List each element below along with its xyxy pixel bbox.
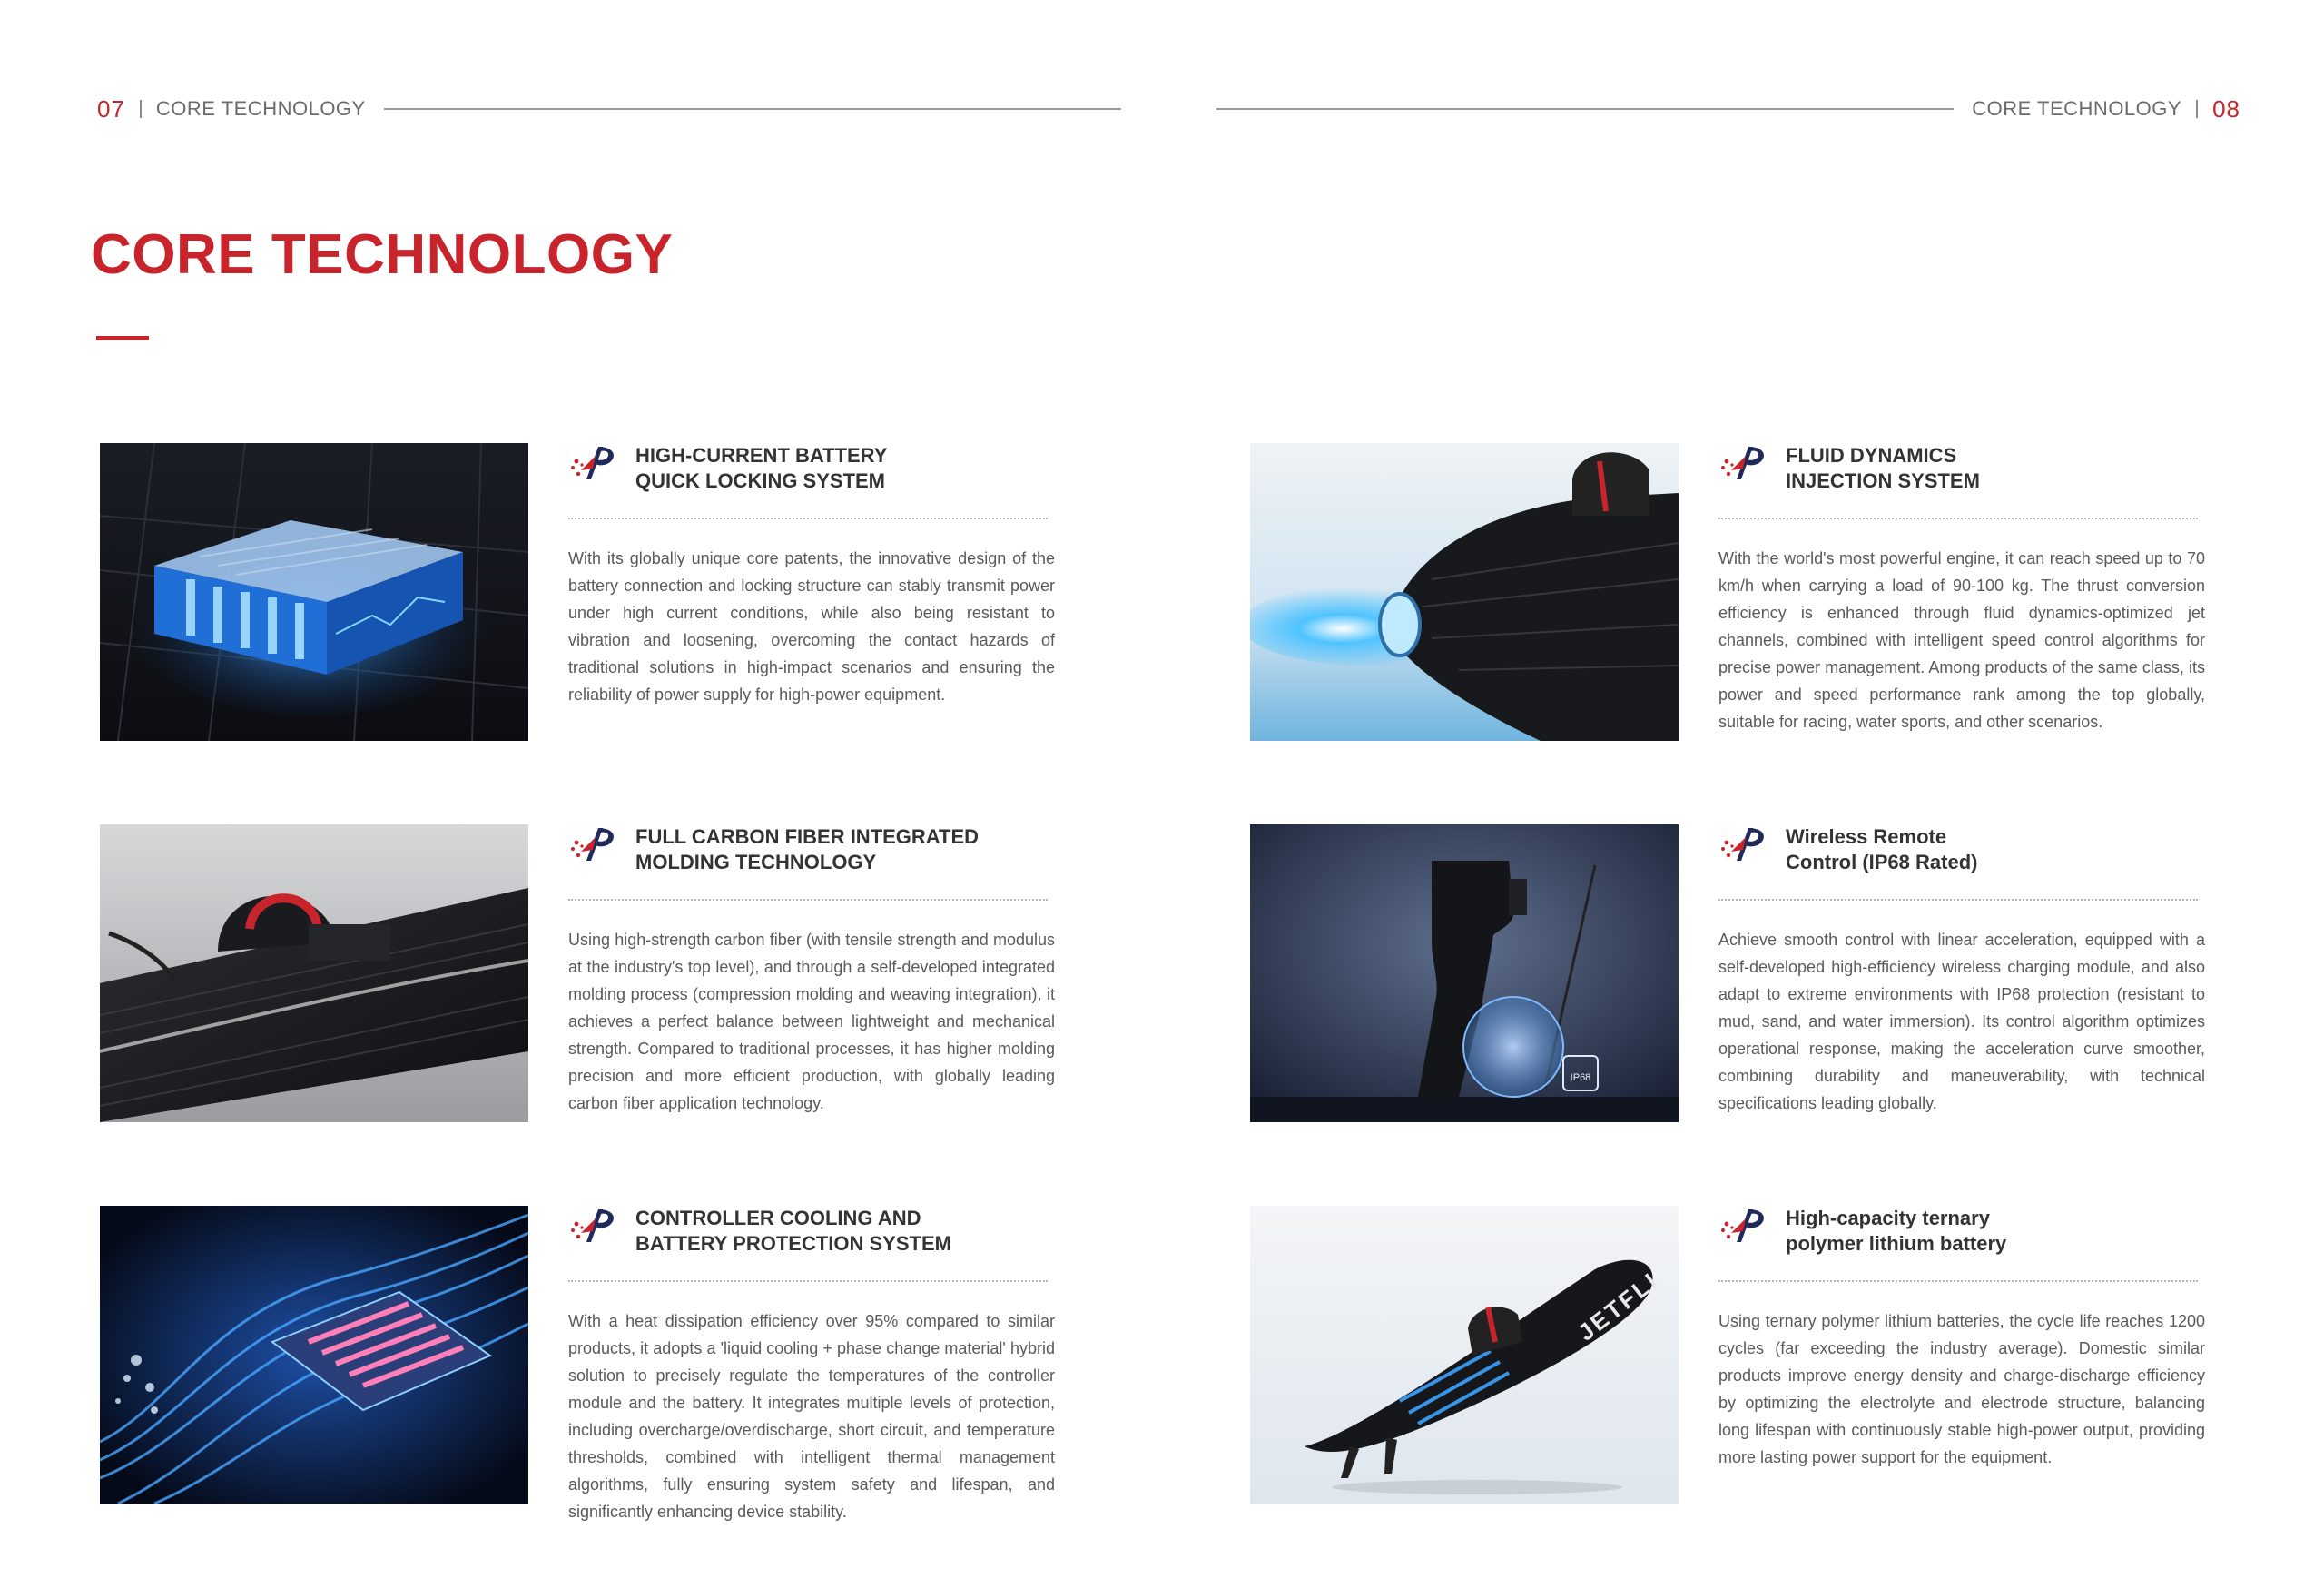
- page-header: [1216, 91, 2240, 127]
- dotted-divider: [568, 899, 1048, 901]
- feature-text: [568, 824, 1059, 1117]
- feature-fluid-dynamics: [1250, 443, 2294, 743]
- header-separator: [2196, 100, 2198, 118]
- feature-heading: High-capacity ternary polymer lithium battery: [1786, 1207, 2007, 1255]
- feature-text: [1718, 1206, 2209, 1471]
- jet-engine-image: [1250, 443, 1679, 741]
- page-number: 07: [97, 94, 125, 123]
- remote-control-image: [1250, 824, 1679, 1122]
- flying-board-image: [1250, 1206, 1679, 1504]
- brand-logo-icon: [568, 1206, 619, 1246]
- header-label: CORE TECHNOLOGY: [1972, 97, 2182, 120]
- brand-logo-icon: [1718, 824, 1769, 864]
- page-title: CORE TECHNOLOGY: [91, 223, 674, 286]
- feature-text: [1718, 824, 2209, 1117]
- battery-chip-image: [100, 443, 528, 741]
- right-page: [1162, 0, 2324, 1588]
- feature-body: With its globally unique core patents, the innovative design of the battery connection and locking structure can stably transmit power under high current conditions, while also being resistant to vibration and loosening, overcoming the contact hazards of traditional solutions in high-impact scenarios and ensuring the reliability of power supply for high-power equipment.: [568, 549, 1055, 704]
- feature-body: With a heat dissipation efficiency over 95% compared to similar products, it adopts a 'liquid cooling + phase change material' hybrid solution to precisely regulate the temperatures of the controller module and the battery. It integrates multiple levels of protection, including overcharge/overdischarge, short circuit, and temperature thresholds, combined with intelligent thermal management algorithms, fully ensuring system safety and lifespan, and significantly enhancing device stability.: [568, 1312, 1055, 1521]
- brand-logo-icon: [568, 443, 619, 483]
- feature-body: Using ternary polymer lithium batteries, the cycle life reaches 1200 cycles (far exceeding the industry average). Domestic similar products improve energy density and charge-discharge efficiency by optimizing the electrolyte and electrode structure, balancing long lifespan with continuously stable high-power output, providing more lasting power support for the equipment.: [1718, 1312, 2205, 1466]
- feature-battery-locking: [100, 443, 1144, 743]
- page-header: [97, 91, 1121, 127]
- feature-lithium-battery: [1250, 1206, 2294, 1505]
- feature-heading: FULL CARBON FIBER INTEGRATED MOLDING TECHNOLOGY: [635, 825, 980, 873]
- feature-body: Using high-strength carbon fiber (with tensile strength and modulus at the industry's top level), and through a self-developed integrated molding process (compression molding and weaving integration), it achieves a perfect balance between lightweight and mechanical strength. Compared to traditional processes, it has higher molding precision and more efficient production, with globally leading carbon fiber application technology.: [568, 931, 1055, 1112]
- dotted-divider: [568, 518, 1048, 519]
- feature-heading: FLUID DYNAMICS INJECTION SYSTEM: [1786, 444, 1980, 492]
- dotted-divider: [1718, 518, 2198, 519]
- feature-body: Achieve smooth control with linear acceleration, equipped with a self-developed high-efficiency wireless charging module, and also adapt to extreme environments with IP68 protection (resistant to mud, sand, and water immersion). Its control algorithm optimizes operational response, making the acceleration curve smoother, combining durability and maneuverability, with technical specifications leading globally.: [1718, 931, 2205, 1112]
- page-number: 08: [2212, 94, 2240, 123]
- carbon-board-image: [100, 824, 528, 1122]
- feature-carbon-fiber: [100, 824, 1144, 1124]
- feature-wireless-remote: [1250, 824, 2294, 1124]
- brand-logo-icon: [1718, 1206, 1769, 1246]
- feature-text: [568, 1206, 1059, 1525]
- brand-logo-icon: [568, 824, 619, 864]
- feature-text: [568, 443, 1059, 708]
- dotted-divider: [568, 1280, 1048, 1282]
- feature-heading: Wireless Remote Control (IP68 Rated): [1786, 825, 1978, 873]
- header-rule: [384, 108, 1121, 110]
- feature-text: [1718, 443, 2209, 735]
- feature-controller-cooling: [100, 1206, 1144, 1521]
- cooling-system-image: [100, 1206, 528, 1504]
- feature-heading: HIGH-CURRENT BATTERY QUICK LOCKING SYSTEM: [635, 444, 888, 492]
- ip68-badge: IP68: [1570, 1072, 1591, 1083]
- header-label: CORE TECHNOLOGY: [155, 97, 366, 120]
- header-separator: [140, 100, 142, 118]
- dotted-divider: [1718, 899, 2198, 901]
- feature-body: With the world's most powerful engine, it can reach speed up to 70 km/h when carrying a load of 90-100 kg. The thrust conversion efficiency is enhanced through fluid dynamics-optimized jet channels, combined with intelligent speed control algorithms for precise power management. Among products of the same class, its power and speed performance rank among the top globally, suitable for racing, water sports, and other scenarios.: [1718, 549, 2205, 731]
- board-brand-text: JETFLI: [1572, 1266, 1665, 1346]
- title-underline: [96, 336, 149, 340]
- header-rule: [1216, 108, 1954, 110]
- dotted-divider: [1718, 1280, 2198, 1282]
- feature-heading: CONTROLLER COOLING AND BATTERY PROTECTION SYSTEM: [635, 1207, 951, 1255]
- brand-logo-icon: [1718, 443, 1769, 483]
